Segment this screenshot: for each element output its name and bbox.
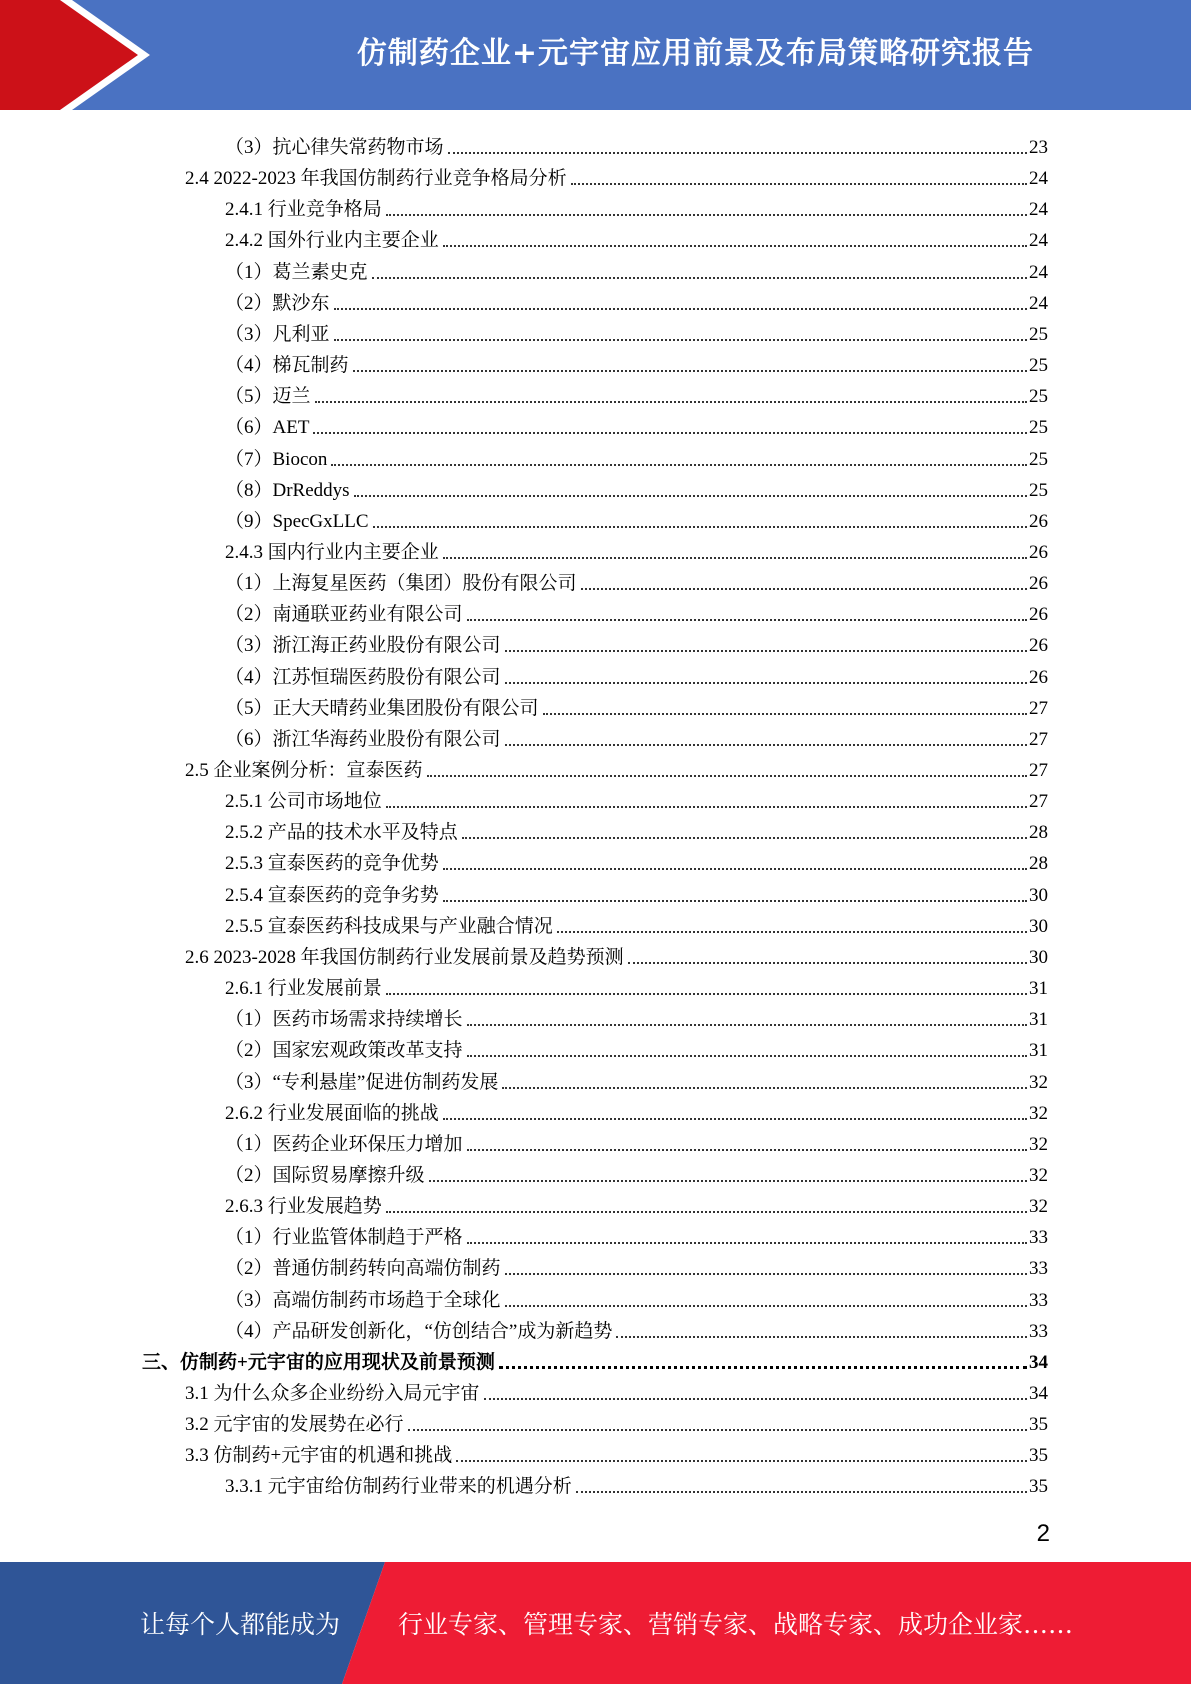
toc-leader-dots — [505, 682, 1027, 684]
toc-entry[interactable] — [225, 907, 1048, 938]
toc-leader-dots — [443, 245, 1027, 247]
slogan-left: 让每个人都能成为 — [140, 1610, 341, 1639]
toc-entry-page: 24 — [1029, 199, 1048, 221]
toc-leader-dots — [334, 339, 1027, 341]
toc-leader-dots — [354, 495, 1027, 497]
toc-entry-label: 3.1 为什么众多企业纷纷入局元宇宙 — [185, 1383, 480, 1404]
toc-leader-dots — [467, 1242, 1027, 1244]
toc-entry-page: 34 — [1029, 1383, 1048, 1404]
toc-entry-page: 25 — [1029, 386, 1048, 408]
toc-entry[interactable] — [185, 938, 1048, 969]
toc-leader-dots — [505, 1273, 1027, 1275]
toc-leader-dots — [581, 588, 1027, 590]
toc-entry-page: 30 — [1029, 946, 1048, 968]
toc-entry-page: 24 — [1029, 292, 1048, 314]
toc-entry-page: 31 — [1029, 978, 1048, 1000]
toc-entry-label: （2）默沙东 — [225, 292, 330, 314]
toc-entry[interactable] — [225, 471, 1048, 502]
toc-entry-page: 33 — [1029, 1320, 1048, 1342]
page-footer — [0, 1562, 1191, 1684]
toc-entry-label: （9）SpecGxLLC — [225, 510, 369, 532]
toc-entry-page: 32 — [1029, 1102, 1048, 1124]
toc-entry[interactable] — [225, 1000, 1048, 1031]
toc-entry-label: （5）正大天晴药业集团股份有限公司 — [225, 697, 539, 719]
toc-entry-label: （2）国家宏观政策改革支持 — [225, 1040, 463, 1062]
toc-entry[interactable] — [225, 1031, 1048, 1062]
toc-entry-label: （4）梯瓦制药 — [225, 355, 349, 377]
toc-entry-label: 2.5.3 宣泰医药的竞争优势 — [225, 853, 439, 875]
toc-entry-label: （1）行业监管体制趋于严格 — [225, 1227, 463, 1249]
toc-leader-dots — [616, 1336, 1027, 1338]
toc-entry[interactable] — [225, 1094, 1048, 1125]
toc-leader-dots — [462, 837, 1027, 839]
toc-entry[interactable] — [225, 1312, 1048, 1343]
toc-entry-label: 2.4.1 行业竞争格局 — [225, 199, 382, 221]
toc-entry-label: （1）医药企业环保压力增加 — [225, 1133, 463, 1155]
toc-entry-page: 31 — [1029, 1009, 1048, 1031]
toc-entry[interactable] — [225, 253, 1048, 284]
slogan-right: 行业专家、管理专家、营销专家、战略专家、成功企业家…… — [398, 1610, 1074, 1639]
toc-leader-dots — [353, 370, 1027, 372]
toc-entry-page: 30 — [1029, 915, 1048, 937]
toc-entry[interactable] — [225, 689, 1048, 720]
toc-leader-dots — [373, 526, 1027, 528]
toc-entry[interactable] — [225, 626, 1048, 657]
toc-entry-label: （1）葛兰素史克 — [225, 261, 368, 283]
toc-entry[interactable] — [225, 813, 1048, 844]
toc-entry-label: 3.3.1 元宇宙给仿制药行业带来的机遇分析 — [225, 1476, 572, 1498]
toc-leader-dots — [499, 1366, 1027, 1369]
toc-entry-label: 2.6 2023-2028 年我国仿制药行业发展前景及趋势预测 — [185, 946, 624, 968]
toc-leader-dots — [505, 650, 1027, 652]
toc-entry[interactable] — [225, 969, 1048, 1000]
toc-entry-page: 24 — [1029, 261, 1048, 283]
toc-leader-dots — [505, 1305, 1027, 1307]
toc-entry-label: （8）DrReddys — [225, 479, 350, 501]
toc-entry[interactable] — [225, 844, 1048, 875]
toc-entry-page: 26 — [1029, 666, 1048, 688]
toc-entry-label: （3）浙江海正药业股份有限公司 — [225, 635, 501, 657]
toc-entry-page: 25 — [1029, 355, 1048, 377]
toc-entry-page: 31 — [1029, 1040, 1048, 1062]
toc-entry-label: 2.6.3 行业发展趋势 — [225, 1196, 382, 1218]
toc-leader-dots — [443, 868, 1027, 870]
toc-leader-dots — [467, 1024, 1027, 1026]
toc-entry-label: 2.5.5 宣泰医药科技成果与产业融合情况 — [225, 915, 553, 937]
toc-entry[interactable] — [225, 1467, 1048, 1498]
toc-entry-page: 33 — [1029, 1289, 1048, 1311]
toc-leader-dots — [386, 1211, 1027, 1213]
report-title: 仿制药企业+元宇宙应用前景及布局策略研究报告 — [356, 36, 1035, 71]
toc-leader-dots — [331, 464, 1027, 466]
toc-entry-label: （2）南通联亚药业有限公司 — [225, 604, 463, 626]
toc-entry-label: （7）Biocon — [225, 448, 328, 470]
toc-entry-page: 26 — [1029, 604, 1048, 626]
toc-entry[interactable] — [225, 533, 1048, 564]
toc-entry-page: 35 — [1029, 1445, 1048, 1467]
toc-leader-dots — [571, 183, 1027, 185]
toc-entry-label: 2.5.2 产品的技术水平及特点 — [225, 822, 458, 844]
toc-entry-page: 24 — [1029, 168, 1048, 190]
toc-entry-label: （4）产品研发创新化，“仿创结合”成为新趋势 — [225, 1320, 613, 1342]
toc-leader-dots — [505, 744, 1027, 746]
toc-entry-page: 32 — [1029, 1071, 1048, 1093]
toc-entry[interactable] — [225, 440, 1048, 471]
toc-entry[interactable] — [225, 1156, 1048, 1187]
toc-entry[interactable] — [225, 564, 1048, 595]
toc-entry-page: 34 — [1029, 1351, 1048, 1373]
toc-entry-label: 三、仿制药+元宇宙的应用现状及前景预测 — [142, 1351, 495, 1373]
toc-entry[interactable] — [185, 1374, 1048, 1405]
toc-entry-label: 2.6.2 行业发展面临的挑战 — [225, 1102, 439, 1124]
toc-entry[interactable] — [225, 377, 1048, 408]
toc-leader-dots — [386, 214, 1027, 216]
toc-entry-page: 35 — [1029, 1414, 1048, 1436]
toc-leader-dots — [502, 1087, 1027, 1089]
toc-leader-dots — [427, 775, 1027, 777]
toc-entry[interactable] — [225, 876, 1048, 907]
toc-entry[interactable] — [225, 1187, 1048, 1218]
toc-leader-dots — [628, 962, 1027, 964]
toc-entry-page: 26 — [1029, 635, 1048, 657]
toc-entry-page: 26 — [1029, 573, 1048, 595]
toc-leader-dots — [467, 619, 1027, 621]
toc-entry[interactable] — [225, 346, 1048, 377]
toc-entry-page: 33 — [1029, 1227, 1048, 1249]
toc-leader-dots — [484, 1398, 1027, 1400]
toc-entry-page: 27 — [1029, 728, 1048, 750]
toc-entry[interactable] — [225, 1249, 1048, 1280]
toc-entry-page: 32 — [1029, 1164, 1048, 1186]
toc-leader-dots — [443, 557, 1027, 559]
toc-entry-page: 25 — [1029, 479, 1048, 501]
toc-entry[interactable] — [225, 595, 1048, 626]
toc-entry[interactable] — [185, 751, 1048, 782]
toc-entry[interactable] — [225, 1063, 1048, 1094]
toc-entry-label: 2.4.3 国内行业内主要企业 — [225, 541, 439, 563]
toc-entry[interactable] — [225, 128, 1048, 159]
toc-entry[interactable] — [225, 502, 1048, 533]
toc-entry-label: （3）凡利亚 — [225, 323, 330, 345]
toc-leader-dots — [467, 1149, 1027, 1151]
toc-entry-page: 25 — [1029, 448, 1048, 470]
toc-entry-label: （3）高端仿制药市场趋于全球化 — [225, 1289, 501, 1311]
toc-entry-label: （2）普通仿制药转向高端仿制药 — [225, 1258, 501, 1280]
toc-entry-page: 26 — [1029, 541, 1048, 563]
toc-entry-page: 33 — [1029, 1258, 1048, 1280]
toc-leader-dots — [467, 1055, 1027, 1057]
page-header — [0, 0, 1191, 110]
toc-leader-dots — [443, 900, 1027, 902]
toc-entry[interactable] — [185, 159, 1048, 190]
toc-entry-label: （5）迈兰 — [225, 386, 311, 408]
toc-entry-label: （3）“专利悬崖”促进仿制药发展 — [225, 1071, 499, 1093]
toc-entry[interactable] — [225, 190, 1048, 221]
toc-leader-dots — [372, 277, 1027, 279]
toc-entry-page: 25 — [1029, 417, 1048, 439]
toc-leader-dots — [448, 152, 1027, 154]
toc-entry[interactable] — [225, 315, 1048, 346]
toc-entry-label: （3）抗心律失常药物市场 — [225, 137, 444, 158]
toc-leader-dots — [408, 1429, 1027, 1431]
toc-entry[interactable] — [185, 1436, 1048, 1467]
toc-leader-dots — [386, 806, 1027, 808]
toc-entry[interactable] — [225, 1218, 1048, 1249]
toc-entry-label: 2.6.1 行业发展前景 — [225, 978, 382, 1000]
toc-entry[interactable] — [225, 658, 1048, 689]
toc-entry[interactable] — [185, 1405, 1048, 1436]
toc-entry-page: 25 — [1029, 323, 1048, 345]
toc-entry-page: 32 — [1029, 1133, 1048, 1155]
page-number: 2 — [1036, 1520, 1050, 1547]
toc-leader-dots — [429, 1180, 1027, 1182]
toc-entry[interactable] — [225, 720, 1048, 751]
toc-entry-page: 32 — [1029, 1196, 1048, 1218]
toc-entry-label: （6）AET — [225, 417, 310, 439]
toc-entry[interactable] — [142, 1343, 1048, 1374]
toc-entry-page: 28 — [1029, 822, 1048, 844]
toc-entry-label: （1）上海复星医药（集团）股份有限公司 — [225, 573, 577, 595]
toc-entry-label: 3.2 元宇宙的发展势在必行 — [185, 1414, 404, 1436]
toc-entry[interactable] — [225, 408, 1048, 439]
toc-entry-label: 2.5 企业案例分析：宣泰医药 — [185, 760, 423, 781]
toc-leader-dots — [386, 993, 1027, 995]
toc-leader-dots — [443, 1118, 1027, 1120]
toc-entry-page: 28 — [1029, 853, 1048, 875]
toc-entry-page: 27 — [1029, 760, 1048, 781]
toc-entry-page: 27 — [1029, 697, 1048, 719]
toc-entry-label: （2）国际贸易摩擦升级 — [225, 1164, 425, 1186]
toc-entry-label: （1）医药市场需求持续增长 — [225, 1009, 463, 1031]
toc-entry-label: 2.4.2 国外行业内主要企业 — [225, 230, 439, 252]
toc-entry-page: 30 — [1029, 884, 1048, 906]
toc-leader-dots — [313, 432, 1027, 434]
toc-leader-dots — [543, 713, 1027, 715]
toc-entry[interactable] — [225, 1125, 1048, 1156]
toc-entry[interactable] — [225, 284, 1048, 315]
toc-entry-label: 2.5.1 公司市场地位 — [225, 791, 382, 813]
toc-entry-label: 2.4 2022-2023 年我国仿制药行业竞争格局分析 — [185, 168, 567, 190]
toc-entry-page: 26 — [1029, 510, 1048, 532]
toc-entry-page: 27 — [1029, 791, 1048, 813]
toc-leader-dots — [315, 401, 1027, 403]
toc-entry-label: （4）江苏恒瑞医药股份有限公司 — [225, 666, 501, 688]
toc-leader-dots — [576, 1491, 1027, 1493]
toc-leader-dots — [557, 931, 1027, 933]
toc-entry[interactable] — [225, 782, 1048, 813]
toc-entry-page: 23 — [1029, 137, 1048, 158]
toc-entry-label: 2.5.4 宣泰医药的竞争劣势 — [225, 884, 439, 906]
toc-entry[interactable] — [225, 1281, 1048, 1312]
toc-entry[interactable] — [225, 221, 1048, 252]
toc-leader-dots — [334, 308, 1027, 310]
toc-entry-label: （6）浙江华海药业股份有限公司 — [225, 728, 501, 750]
toc-entry-label: 3.3 仿制药+元宇宙的机遇和挑战 — [185, 1445, 453, 1467]
toc-entry-page: 35 — [1029, 1476, 1048, 1498]
toc-entry-page: 24 — [1029, 230, 1048, 252]
toc-leader-dots — [456, 1460, 1027, 1462]
